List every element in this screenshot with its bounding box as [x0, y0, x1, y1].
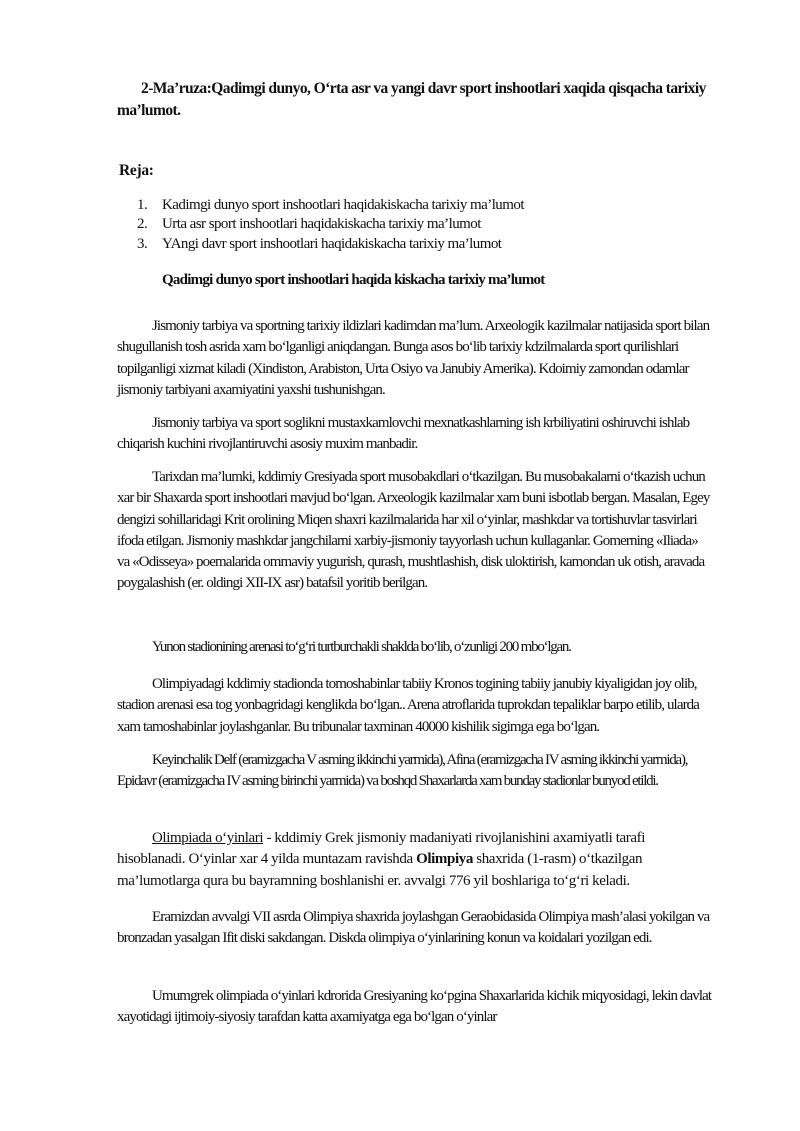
- plan-item: [137, 215, 657, 234]
- paragraph-later-stadiums: Keyinchalik Delf (eramizgacha V asming ikkinchi yarmida), Afina (eramizgacha IV asming ikkinchi yarmida), Epidavr (eramizgacha IV asming birinchi yarmida) va boshqd Shaxarlarda xam bunday stadionlar bunyod etildi.: [117, 752, 688, 790]
- plan-item: [137, 235, 657, 254]
- plan-item-number: 2.: [137, 216, 148, 233]
- section-title: Qadimgi dunyo sport inshootlari haqida kiskacha tarixiy ma’lumot: [162, 272, 545, 288]
- paragraph-stadium-arena: Yunon stadionining arenasi to‘g‘ri turtburchakli shaklda bo‘lib, o‘zunligi 200 mbo‘lgan.: [152, 639, 571, 655]
- plan-heading: Reja:: [119, 162, 154, 179]
- olympic-games-link[interactable]: Olimpiada o‘yinlari: [152, 830, 264, 846]
- plan-item: [137, 196, 657, 215]
- olympic-games-text-end: shaxrida (1-rasm) o‘tkazilgan ma’lumotlarga qura bu bayramning boshlanishi er. avvalgi 776 yil boshlariga to‘g‘ri keladi.: [117, 851, 643, 889]
- plan-item-number: 1.: [137, 197, 148, 213]
- plan-item-text: Kadimgi dunyo sport inshootlari haqidakiskacha tarixiy ma’lumot: [162, 197, 524, 213]
- paragraph-pan-greek-games: Umumgrek olimpiada o‘yinlari kdrorida Gresiyaning ko‘pgina Shaxarlarida kichik miqyosidagi, lekin davlat xayotidagi ijtimoiy-siyosiy tarafdan katta axamiyatga ega bo‘lgan o‘yinlar: [117, 988, 712, 1026]
- plan-item-text: Urta asr sport inshootlari haqidakiskacha tarixiy ma’lumot: [162, 216, 481, 233]
- paragraph-history-roots: Jismoniy tarbiya va sportning tarixiy ildizlari kadimdan ma’lum. Arxeologik kazilmalar natijasida sport bilan shugullanish tosh asrida xam bo‘lganligi aniqdangan. Bunga asos bo‘lib tarixiy kdzilmalarda sport qurilishlari topilganligi xizmat kiladi (Xindiston, Arabiston, Urta Osiyo va Janubiy Amerika). Kdoimiy zamondan odamlar jismoniy tarbiyani axamiyatini yaxshi tushunishgan.: [117, 318, 710, 398]
- plan-item-number: 3.: [137, 235, 148, 252]
- olympia-bold-text: Olimpiya: [416, 851, 473, 868]
- paragraph-olympic-games: [117, 828, 712, 892]
- olympic-games-text: - kddimiy Grek jismoniy madaniyati rivojlanishini axamiyatli tarafi hisoblanadi. O‘yinlar xar 4 yilda muntazam ravishda: [117, 830, 646, 868]
- lecture-title: 2-Ma’ruza:Qadimgi dunyo, O‘rta asr va yangi davr sport inshootlari xaqida qisqacha tarixiy ma’lumot.: [117, 80, 706, 119]
- plan-list: [137, 196, 657, 254]
- paragraph-ancient-greece: Tarixdan ma’lumki, kddimiy Gresiyada sport musobakdlari o‘tkazilgan. Bu musobakalarni o‘tkazish uchun xar bir Shaxarda sport inshootlari mavjud bo‘lgan. Arxeologik kazilmalar xam buni isbotlab bergan. Masalan, Egey dengizi sohillaridagi Krit orolining Miqen shaxri kazilmalarida har xil o‘yinlar, mashkdar va tortishuvlar tasvirlari ifoda etilgan. Jismoniy mashkdar jangchilarni xarbiy-jismoniy tayyorlash uchun kullaganlar. Gomerning «Iliada» va «Odisseya» poemalarida ommaviy yugurish, qurash, mushtlashish, disk uloktirish, kamondan uk otish, aravada poygalashish (er. oldingi XII-IX asr) batafsil yoritib berilgan.: [117, 469, 710, 592]
- paragraph-olympic-flame: Eramizdan avvalgi VII asrda Olimpiya shaxrida joylashgan Geraobidasida Olimpiya mash’alasi yokilgan va bronzadan yasalgan Ifit diski sakdangan. Diskda olimpiya o‘yinlarining konun va koidalari yozilgan edi.: [117, 909, 710, 947]
- paragraph-olympia-stadium: Olimpiyadagi kddimiy stadionda tomoshabinlar tabiiy Kronos togining tabiiy janubiy kiyaligidan joy olib, stadion arenasi esa tog yonbagridagi kenglikda bo‘lgan.. Arena atroflarida tuprokdan tepaliklar barpo etilib, ularda xam tamoshabinlar joylashganlar. Bu tribunalar taxminan 40000 kishilik sigimga ega bo‘lgan.: [117, 676, 700, 735]
- paragraph-health: Jismoniy tarbiya va sport soglikni mustaxkamlovchi mexnatkashlarning ish krbiliyatini oshiruvchi ishlab chiqarish kuchini rivojlantiruvchi asosiy muxim manbadir.: [117, 415, 690, 453]
- plan-item-text: YAngi davr sport inshootlari haqidakiskacha tarixiy ma’lumot: [162, 235, 502, 252]
